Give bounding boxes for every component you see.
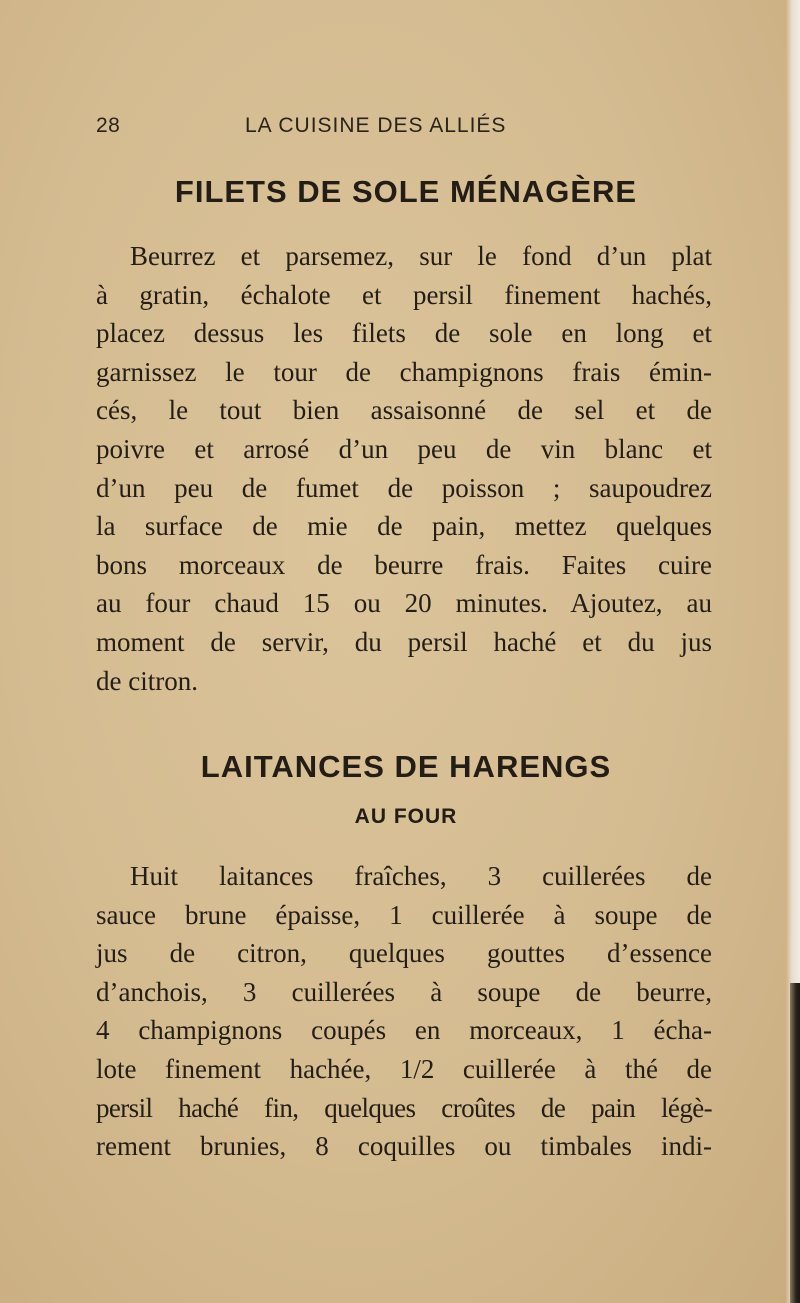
text-line: de citron. <box>96 665 198 696</box>
text-line: persil haché fin, quelques croûtes de pain légè- <box>96 1092 712 1123</box>
page-edge <box>786 0 800 1303</box>
page-edge-shadow <box>790 983 800 1303</box>
text-line: d’anchois, 3 cuillerées à soupe de beurre, <box>96 976 712 1007</box>
text-line: garnissez le tour de champignons frais émin- <box>96 356 712 387</box>
text-line: à gratin, échalote et persil finement hachés, <box>96 279 712 310</box>
text-line: Huit laitances fraîches, 3 cuillerées de <box>130 861 712 891</box>
book-title: LA CUISINE DES ALLIÉS <box>245 114 507 137</box>
text-line: jus de citron, quelques gouttes d’essence <box>96 938 712 969</box>
text-line: Beurrez et parsemez, sur le fond d’un plat <box>130 241 712 271</box>
text-line: sauce brune épaisse, 1 cuillerée à soupe de <box>96 899 712 930</box>
page-number: 28 <box>96 114 121 137</box>
text-line: d’un peu de fumet de poisson ; saupoudrez <box>96 472 712 503</box>
text-line: poivre et arrosé d’un peu de vin blanc et <box>96 433 712 464</box>
text-line: rement brunies, 8 coquilles ou timbales indi- <box>96 1131 712 1162</box>
text-line: moment de servir, du persil haché et du jus <box>96 626 712 657</box>
recipe-body-filets-de-sole <box>96 237 712 700</box>
recipe-body-laitances <box>96 857 712 1166</box>
text-line: la surface de mie de pain, mettez quelques <box>96 511 712 542</box>
recipe-title-filets-de-sole: FILETS DE SOLE MÉNAGÈRE <box>174 174 638 209</box>
running-head <box>96 114 716 144</box>
recipe-subtitle-laitances: AU FOUR <box>354 805 458 828</box>
text-line: 4 champignons coupés en morceaux, 1 écha- <box>96 1015 712 1046</box>
text-line: placez dessus les filets de sole en long et <box>96 318 712 349</box>
text-line: bons morceaux de beurre frais. Faites cuire <box>96 549 712 580</box>
recipe-title-laitances: LAITANCES DE HARENGS <box>200 749 612 784</box>
text-line: cés, le tout bien assaisonné de sel et de <box>96 395 712 426</box>
text-line: lote finement hachée, 1/2 cuillerée à thé de <box>96 1053 712 1084</box>
text-line: au four chaud 15 ou 20 minutes. Ajoutez, au <box>96 588 712 619</box>
